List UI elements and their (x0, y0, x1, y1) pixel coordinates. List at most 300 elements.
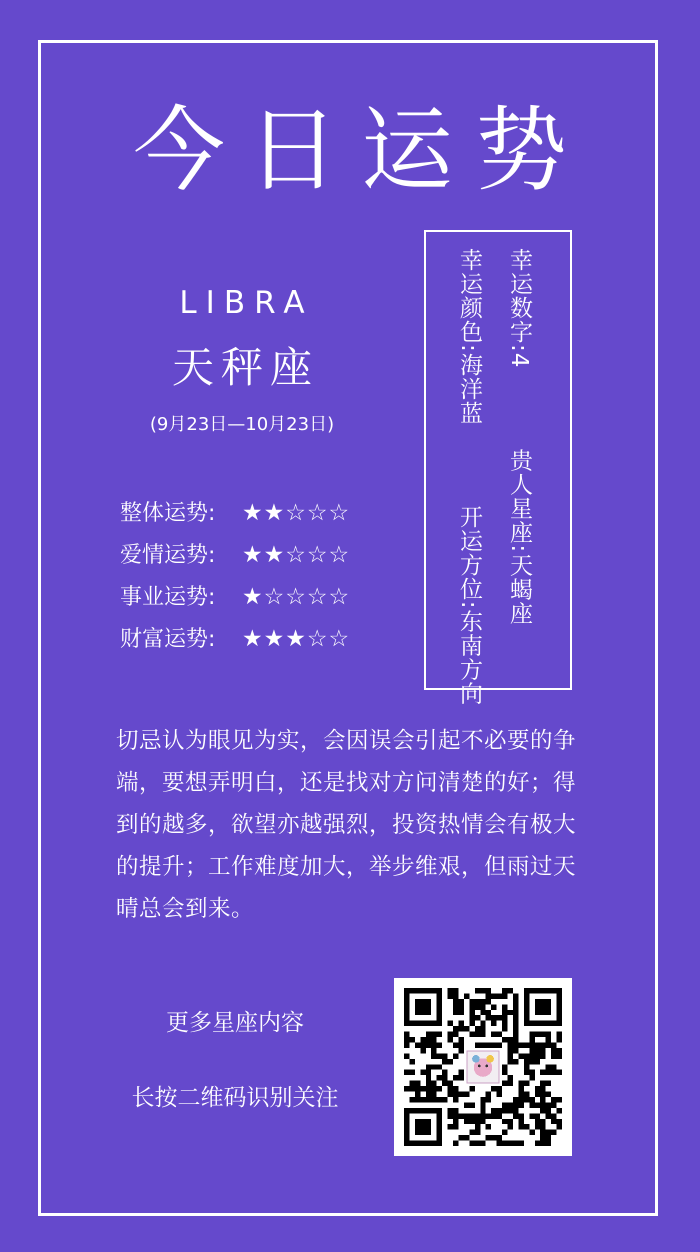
qr-module (475, 1042, 480, 1047)
qr-module (540, 1086, 545, 1091)
noble-sign-value: 天蝎座 (506, 553, 532, 626)
qr-module (535, 1124, 540, 1129)
lucky-column-2 (454, 248, 484, 706)
qr-module (448, 1032, 453, 1037)
scan-hint-text: 长按二维码识别关注 (131, 1085, 339, 1111)
qr-module (535, 1042, 540, 1047)
qr-finder-top-right (524, 988, 562, 1026)
qr-module (453, 1124, 458, 1129)
qr-module (480, 999, 485, 1004)
qr-module (442, 1097, 447, 1102)
qr-module (469, 1032, 474, 1037)
qr-module (508, 988, 513, 993)
lucky-color-value: 海洋蓝 (456, 352, 482, 425)
qr-module (524, 1097, 529, 1102)
noble-sign-label: 贵人星座: (506, 448, 532, 554)
qr-module (409, 1059, 414, 1064)
qr-module (431, 1042, 436, 1047)
qr-module (491, 1021, 496, 1026)
qr-module (513, 1032, 518, 1037)
qr-module (497, 1032, 502, 1037)
sign-date-range: (9月23日—10月23日) (149, 414, 335, 435)
qr-module (415, 1086, 420, 1091)
qr-module (513, 1097, 518, 1102)
qr-module (497, 1141, 502, 1146)
qr-module (513, 1113, 518, 1118)
qr-module (551, 1130, 556, 1135)
qr-module (502, 1004, 507, 1009)
qr-module (557, 1119, 562, 1124)
qr-module (437, 1042, 442, 1047)
qr-module (475, 1004, 480, 1009)
qr-module (486, 1010, 491, 1015)
qr-logo-icon (464, 1048, 502, 1086)
qr-module (486, 1113, 491, 1118)
qr-module (475, 999, 480, 1004)
qr-module (426, 1097, 431, 1102)
qr-module (502, 993, 507, 998)
qr-module (508, 1010, 513, 1015)
qr-module (469, 1021, 474, 1026)
qr-module (540, 1032, 545, 1037)
qr-module (469, 999, 474, 1004)
qr-module (491, 1042, 496, 1047)
qr-finder-top-left (404, 988, 442, 1026)
star-rating-icon: ★☆☆☆☆ (242, 584, 351, 610)
qr-module (453, 993, 458, 998)
qr-module (409, 1070, 414, 1075)
qr-module (502, 1021, 507, 1026)
qr-module (448, 1086, 453, 1091)
qr-module (431, 1032, 436, 1037)
qr-module (409, 1081, 414, 1086)
qr-module (524, 1042, 529, 1047)
qr-module (458, 1037, 463, 1042)
qr-module (502, 1108, 507, 1113)
lucky-number-label: 幸运数字: (506, 248, 532, 353)
qr-module (535, 1102, 540, 1107)
qr-module (557, 1097, 562, 1102)
qr-module (431, 1064, 436, 1069)
qr-module (464, 1102, 469, 1107)
qr-module (491, 1108, 496, 1113)
qr-module (535, 1119, 540, 1124)
qr-module (415, 1092, 420, 1097)
rating-row-career (120, 576, 400, 618)
qr-module (546, 1102, 551, 1107)
qr-module (464, 1119, 469, 1124)
qr-module (491, 1135, 496, 1140)
qr-module (546, 1135, 551, 1140)
qr-module (442, 1081, 447, 1086)
qr-module (508, 1141, 513, 1146)
qr-module (524, 1124, 529, 1129)
qr-module (464, 1135, 469, 1140)
qr-module (453, 1113, 458, 1118)
qr-module (540, 1048, 545, 1053)
qr-module (458, 1004, 463, 1009)
qr-module (469, 1010, 474, 1015)
qr-module (529, 1032, 534, 1037)
qr-module (513, 1037, 518, 1042)
qr-module (486, 1124, 491, 1129)
qr-module (442, 1053, 447, 1058)
qr-module (529, 1053, 534, 1058)
qr-module (409, 1097, 414, 1102)
qr-module (486, 999, 491, 1004)
qr-module (431, 1048, 436, 1053)
qr-module (524, 1064, 529, 1069)
qr-module (513, 1048, 518, 1053)
qr-module (437, 1064, 442, 1069)
qr-module (524, 1092, 529, 1097)
qr-module (497, 1086, 502, 1091)
qr-module (551, 1042, 556, 1047)
qr-module (502, 1130, 507, 1135)
qr-module (480, 1004, 485, 1009)
qr-module (480, 1042, 485, 1047)
qr-module (475, 988, 480, 993)
qr-module (557, 1108, 562, 1113)
qr-module (458, 1048, 463, 1053)
qr-module (409, 1086, 414, 1091)
qr-module (546, 1064, 551, 1069)
rating-label: 整体运势: (120, 501, 216, 526)
qr-module (442, 1075, 447, 1080)
qr-module (404, 1086, 409, 1091)
qr-module (508, 1119, 513, 1124)
qr-module (524, 1053, 529, 1058)
qr-module (546, 1092, 551, 1097)
qr-module (491, 1113, 496, 1118)
qr-module (469, 1004, 474, 1009)
qr-module (453, 1097, 458, 1102)
qr-module (491, 1015, 496, 1020)
qr-module (551, 1097, 556, 1102)
qr-module (502, 1037, 507, 1042)
qr-module (502, 1102, 507, 1107)
qr-module (529, 1130, 534, 1135)
qr-module (448, 1081, 453, 1086)
more-content-text: 更多星座内容 (166, 1010, 304, 1036)
qr-module (557, 1070, 562, 1075)
lucky-direction-value: 东南方向 (456, 609, 482, 706)
qr-module (475, 1113, 480, 1118)
lucky-column-1 (504, 248, 534, 625)
qr-module (529, 1042, 534, 1047)
qr-module (453, 1004, 458, 1009)
qr-module (475, 1141, 480, 1146)
qr-module (502, 1064, 507, 1069)
qr-module (557, 1037, 562, 1042)
qr-module (524, 1059, 529, 1064)
qr-module (437, 1086, 442, 1091)
qr-module (513, 1042, 518, 1047)
qr-module (502, 1026, 507, 1031)
qr-module (431, 1086, 436, 1091)
qr-module (535, 1141, 540, 1146)
qr-module (453, 1053, 458, 1058)
qr-module (497, 1113, 502, 1118)
qr-module (518, 1086, 523, 1091)
qr-module (513, 1141, 518, 1146)
qr-module (508, 1108, 513, 1113)
qr-module (431, 1037, 436, 1042)
qr-module (448, 1059, 453, 1064)
qr-module (502, 988, 507, 993)
qr-module (426, 1092, 431, 1097)
qr-module (518, 1081, 523, 1086)
sign-name-english: LIBRA (179, 285, 314, 321)
qr-module (513, 999, 518, 1004)
page-title: 今日运势 (132, 97, 589, 204)
qr-module (453, 1032, 458, 1037)
qr-module (486, 988, 491, 993)
qr-module (546, 1130, 551, 1135)
lucky-color-label: 幸运颜色: (456, 248, 482, 353)
qr-module (529, 1059, 534, 1064)
qr-module (469, 1119, 474, 1124)
qr-module (546, 1108, 551, 1113)
qr-module (508, 1037, 513, 1042)
qr-module (480, 1102, 485, 1107)
qr-module (540, 1135, 545, 1140)
qr-module (486, 1097, 491, 1102)
qr-module (535, 1092, 540, 1097)
qr-module (546, 1037, 551, 1042)
qr-module (458, 1092, 463, 1097)
qr-module (535, 1048, 540, 1053)
qr-module (415, 1097, 420, 1102)
qr-module (551, 1070, 556, 1075)
qr-module (458, 1010, 463, 1015)
qr-module (431, 1097, 436, 1102)
qr-module (502, 1070, 507, 1075)
qr-module (551, 1113, 556, 1118)
qr-module (404, 1032, 409, 1037)
qr-module (497, 1135, 502, 1140)
qr-code[interactable] (394, 978, 572, 1156)
qr-module (497, 1015, 502, 1020)
qr-module (518, 1053, 523, 1058)
qr-module (458, 1070, 463, 1075)
qr-module (557, 1032, 562, 1037)
qr-module (513, 1026, 518, 1031)
rating-row-wealth (120, 618, 400, 660)
qr-module (453, 1086, 458, 1091)
qr-module (529, 1097, 534, 1102)
qr-module (431, 1053, 436, 1058)
qr-module (508, 1102, 513, 1107)
qr-module (540, 1070, 545, 1075)
qr-module (426, 1070, 431, 1075)
qr-module (535, 1032, 540, 1037)
qr-module (409, 1037, 414, 1042)
qr-module (513, 1010, 518, 1015)
qr-module (448, 1124, 453, 1129)
qr-module (502, 1010, 507, 1015)
qr-module (453, 1042, 458, 1047)
qr-module (420, 1037, 425, 1042)
qr-module (464, 1113, 469, 1118)
qr-module (458, 1113, 463, 1118)
qr-module (491, 993, 496, 998)
qr-module (491, 1032, 496, 1037)
qr-module (518, 1124, 523, 1129)
qr-module (453, 1026, 458, 1031)
qr-module (524, 1070, 529, 1075)
qr-module (535, 1059, 540, 1064)
qr-module (426, 1037, 431, 1042)
qr-module (442, 1070, 447, 1075)
fortune-description: 切忌认为眼见为实，会因误会引起不必要的争端，要想弄明白，还是找对方问清楚的好；得到的越多，欲望亦越强烈，投资热情会有极大的提升；工作难度加大，举步维艰，但雨过天晴总会到来。 (116, 728, 577, 922)
rating-label: 财富运势: (120, 627, 216, 652)
qr-module (469, 1015, 474, 1020)
qr-module (535, 1086, 540, 1091)
qr-module (480, 1026, 485, 1031)
qr-module (540, 1119, 545, 1124)
qr-module (508, 1048, 513, 1053)
rating-row-overall (120, 492, 400, 534)
qr-module (486, 1135, 491, 1140)
qr-module (518, 1102, 523, 1107)
qr-module (458, 1021, 463, 1026)
qr-module (442, 1059, 447, 1064)
qr-module (546, 1070, 551, 1075)
qr-module (453, 999, 458, 1004)
qr-module (453, 1075, 458, 1080)
qr-module (453, 1092, 458, 1097)
qr-module (540, 1042, 545, 1047)
qr-module (540, 1081, 545, 1086)
sign-name-chinese: 天秤座 (171, 343, 319, 392)
star-rating-icon: ★★☆☆☆ (242, 500, 351, 526)
qr-module (480, 1010, 485, 1015)
qr-module (458, 1026, 463, 1031)
qr-module (431, 1081, 436, 1086)
lucky-direction-label: 开运方位: (456, 504, 482, 610)
qr-module (475, 1130, 480, 1135)
qr-module (420, 1097, 425, 1102)
qr-module (546, 1141, 551, 1146)
qr-finder-bottom-left (404, 1108, 442, 1146)
qr-module (480, 1108, 485, 1113)
qr-module (426, 1086, 431, 1091)
qr-module (508, 1075, 513, 1080)
qr-module (475, 1119, 480, 1124)
qr-module (453, 1119, 458, 1124)
qr-module (513, 1059, 518, 1064)
rating-label: 爱情运势: (120, 543, 216, 568)
qr-module (458, 999, 463, 1004)
qr-module (437, 1097, 442, 1102)
qr-module (551, 1102, 556, 1107)
qr-module (508, 1053, 513, 1058)
qr-module (475, 1032, 480, 1037)
qr-module (497, 1042, 502, 1047)
rating-row-love (120, 534, 400, 576)
qr-module (518, 1097, 523, 1102)
qr-module (491, 1086, 496, 1091)
qr-module (426, 1042, 431, 1047)
qr-module (486, 1092, 491, 1097)
qr-module (431, 1092, 436, 1097)
qr-module (508, 1124, 513, 1129)
qr-module (540, 1053, 545, 1058)
qr-module (426, 1032, 431, 1037)
qr-module (475, 1026, 480, 1031)
qr-module (535, 1113, 540, 1118)
qr-module (540, 1124, 545, 1129)
lucky-info-box (424, 230, 572, 706)
qr-module (518, 1113, 523, 1118)
qr-module (540, 1108, 545, 1113)
qr-module (486, 993, 491, 998)
qr-module (540, 1097, 545, 1102)
qr-module (448, 993, 453, 998)
lucky-number-value: 4 (506, 352, 532, 369)
qr-module (508, 1081, 513, 1086)
qr-module (404, 1042, 409, 1047)
qr-module (557, 1048, 562, 1053)
qr-module (518, 1042, 523, 1047)
qr-module (518, 1141, 523, 1146)
qr-module (497, 993, 502, 998)
qr-module (540, 1102, 545, 1107)
qr-module (529, 1075, 534, 1080)
qr-module (437, 1032, 442, 1037)
qr-module (540, 1141, 545, 1146)
qr-module (480, 1119, 485, 1124)
qr-module (508, 1059, 513, 1064)
qr-module (546, 1113, 551, 1118)
qr-module (546, 1042, 551, 1047)
qr-module (513, 993, 518, 998)
qr-module (448, 988, 453, 993)
qr-module (420, 1070, 425, 1075)
qr-module (518, 1092, 523, 1097)
qr-module (464, 993, 469, 998)
qr-module (469, 1130, 474, 1135)
qr-module (540, 1092, 545, 1097)
qr-module (458, 1042, 463, 1047)
qr-module (480, 1141, 485, 1146)
qr-module (469, 1102, 474, 1107)
qr-module (551, 1048, 556, 1053)
qr-module (437, 1053, 442, 1058)
qr-module (426, 1064, 431, 1069)
qr-module (480, 988, 485, 993)
qr-module (518, 1119, 523, 1124)
qr-module (502, 1141, 507, 1146)
qr-module (448, 1021, 453, 1026)
qr-module (420, 1048, 425, 1053)
qr-module (480, 1097, 485, 1102)
qr-module (453, 988, 458, 993)
qr-module (502, 1081, 507, 1086)
qr-module (426, 1081, 431, 1086)
qr-module (480, 1032, 485, 1037)
fortune-ratings (120, 492, 400, 660)
qr-module (464, 1026, 469, 1031)
qr-module (453, 1141, 458, 1146)
qr-module (415, 1042, 420, 1047)
qr-module (524, 1081, 529, 1086)
qr-module (546, 1032, 551, 1037)
qr-module (529, 1102, 534, 1107)
qr-module (513, 1102, 518, 1107)
star-rating-icon: ★★★☆☆ (242, 626, 351, 652)
